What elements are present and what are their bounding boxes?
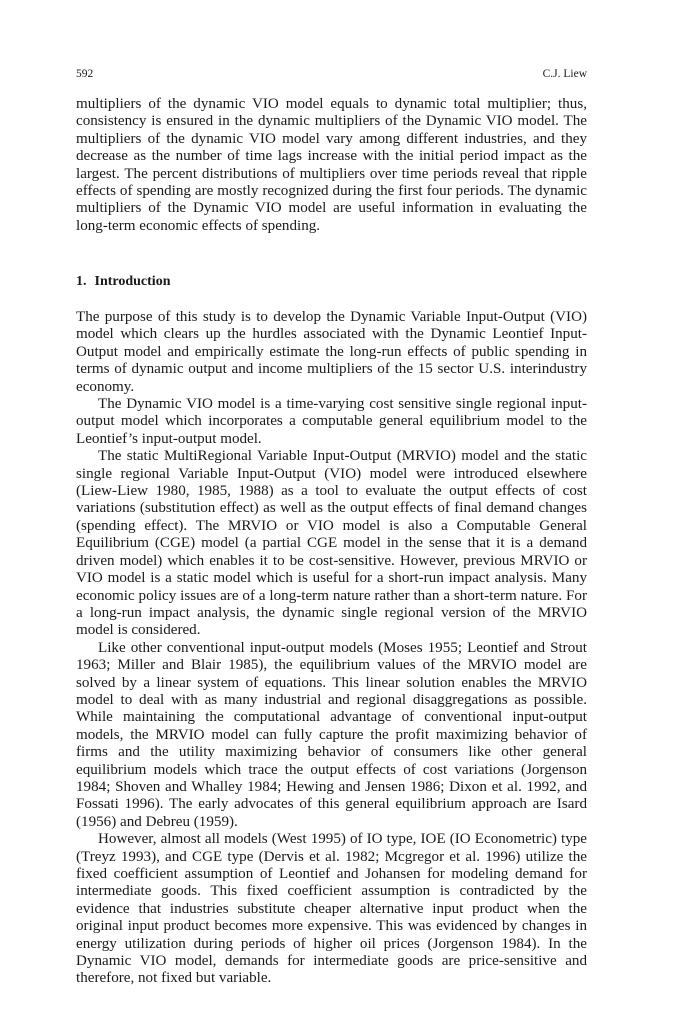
page-number: 592 <box>76 68 94 80</box>
paragraph: The static MultiRegional Variable Input-Output (MRVIO) model and the static single regional Variable Input-Output (VIO) model were introduced elsewhere (Liew-Liew 1980, 1985, 1988) as a tool to evaluate the output effects of cost variations (substitution effect) as well as the output effects of final demand changes (spending effect). The MRVIO or VIO model is also a Computable General Equilibrium (CGE) model (a partial CGE model in the sense that it is a demand driven model) which enables it to be cost-sensitive. However, previous MRVIO or VIO model is a static model which is useful for a short-run impact analysis. Many economic policy issues are of a long-term nature rather than a short-term nature. For a long-run impact analysis, the dynamic single regional version of the MRVIO model is considered. <box>76 448 587 639</box>
paragraph: Like other conventional input-output models (Moses 1955; Leontief and Strout 1963; Miller and Blair 1985), the equilibrium values of the MRVIO model are solved by a linear system of equations. This linear solution enables the MRVIO model to deal with as many industrial and regional disaggregations as possible. While maintaining the computational advantage of conventional input-output models, the MRVIO model can fully capture the profit maximizing behavior of firms and the utility maximizing behavior of consumers like other general equilibrium models which trace the output effects of cost variations (Jorgenson 1984; Shoven and Whalley 1984; Hewing and Jensen 1986; Dixon et al. 1992, and Fossati 1996). The early advocates of this general equilibrium approach are Isard (1956) and Debreu (1959). <box>76 639 587 830</box>
section-heading <box>76 273 170 291</box>
section-number: 1. <box>76 274 87 289</box>
running-head <box>76 66 587 82</box>
paragraph: However, almost all models (West 1995) of IO type, IOE (IO Econometric) type (Treyz 1993), and CGE type (Dervis et al. 1982; Mcgregor et al. 1996) utilize the fixed coefficient assumption of Leontief and Johansen for modeling demand for intermediate goods. This fixed coefficient assumption is contradicted by the evidence that industries substitute cheaper alternative input product when the original input product becomes more expensive. This was evidenced by changes in energy utilization during periods of higher oil prices (Jorgenson 1984). In the Dynamic VIO model, demands for intermediate goods are price-sensitive and therefore, not fixed but variable. <box>76 831 587 987</box>
section-title: Introduction <box>94 274 171 289</box>
introduction-body <box>76 309 587 988</box>
abstract-continuation <box>76 96 587 235</box>
abstract-paragraph: multipliers of the dynamic VIO model equals to dynamic total multiplier; thus, consistency is ensured in the dynamic multipliers of the Dynamic VIO model. The multipliers of the dynamic VIO model vary among different industries, and they decrease as the number of time lags increase with the initial period impact as the largest. The percent distributions of multipliers over time periods reveal that ripple effects of spending are mostly recognized during the first four periods. The dynamic multipliers of the Dynamic VIO model are useful information in evaluating the long-term economic effects of spending. <box>76 96 587 234</box>
paragraph: The Dynamic VIO model is a time-varying cost sensitive single regional input-output model which incorporates a computable general equilibrium model to the Leontief’s input-output model. <box>76 396 587 447</box>
paragraph: The purpose of this study is to develop the Dynamic Variable Input-Output (VIO) model which clears up the hurdles associated with the Dynamic Leontief Input-Output model and empirically estimate the long-run effects of public spending in terms of dynamic output and income multipliers of the 15 sector U.S. interindustry economy. <box>76 309 587 395</box>
running-head-author: C.J. Liew <box>542 68 587 80</box>
